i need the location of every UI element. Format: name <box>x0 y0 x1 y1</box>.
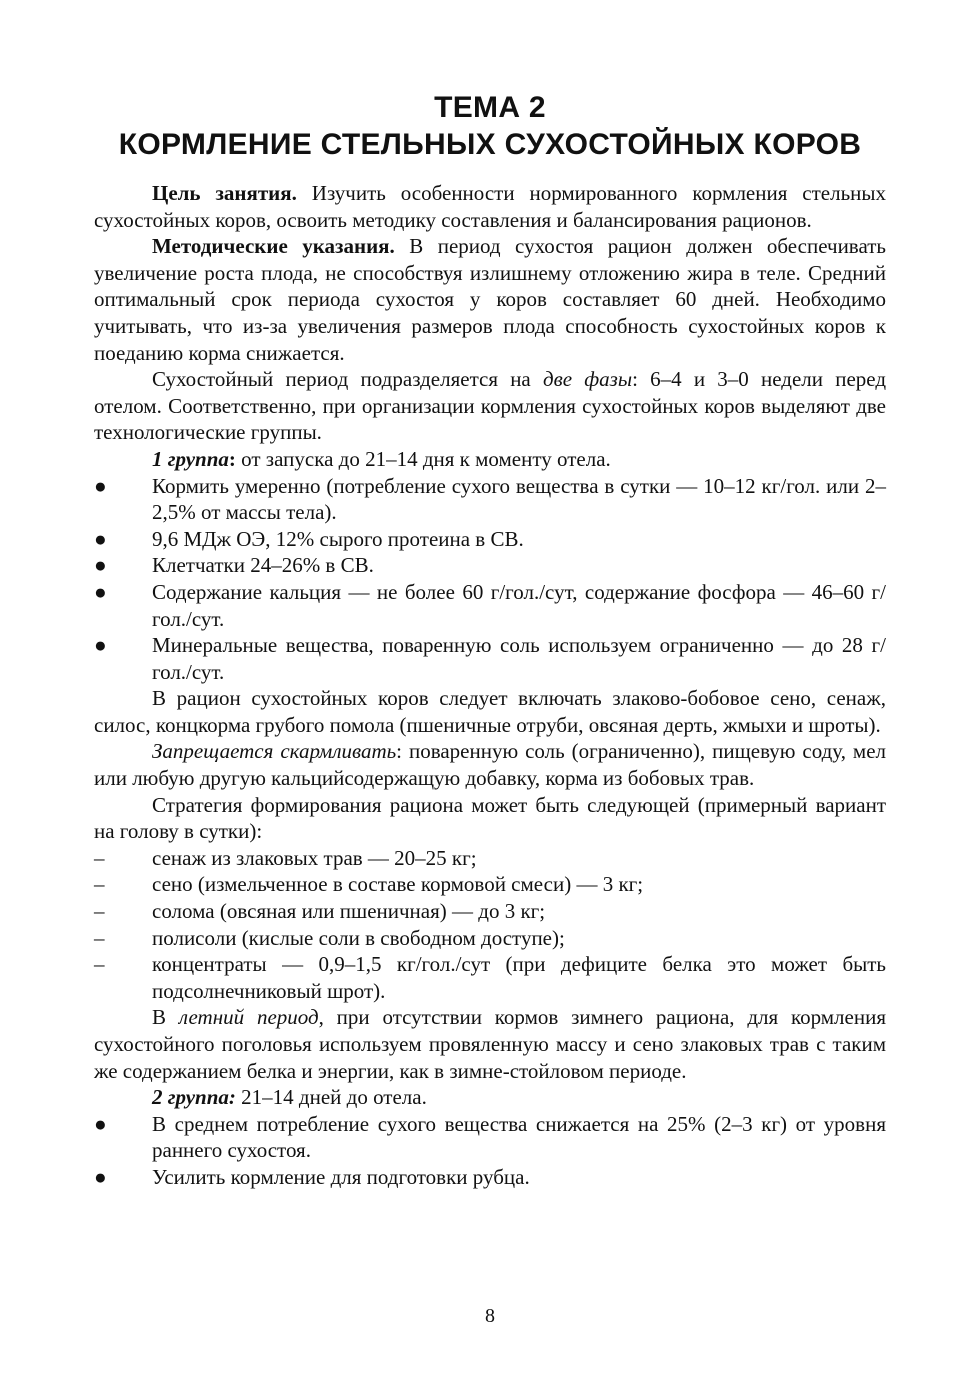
phases-emphasis: две фазы <box>542 367 633 392</box>
list-item-text: полисоли (кислые соли в свободном доступе); <box>152 925 565 950</box>
dash-marker: – <box>94 952 105 977</box>
phases-paragraph <box>94 366 886 446</box>
forbidden-label: Запрещается скармливать <box>152 739 397 764</box>
group1-label: 1 группа <box>152 446 229 471</box>
dash-marker: – <box>94 899 105 924</box>
include-paragraph: В рацион сухостойных коров следует включать злаково-бобовое сено, сенаж, силос, концкорма грубого помола (пшеничные отруби, овсяная дерть, жмыхи и шроты). <box>94 686 886 737</box>
dash-marker: – <box>94 872 105 897</box>
document-body <box>94 180 886 1191</box>
group2-text: 21–14 дней до отела. <box>235 1085 427 1110</box>
list-item-text: Клетчатки 24–26% в СВ. <box>152 553 374 578</box>
summer-emphasis: летний период <box>178 1005 319 1030</box>
list-item <box>94 579 886 632</box>
summer-paragraph <box>94 1004 886 1084</box>
group2-label: 2 группа: <box>152 1085 236 1110</box>
list-item-text: В среднем потребление сухого вещества снижается на 25% (2–3 кг) от уровня раннего сухостоя. <box>152 1111 886 1163</box>
method-paragraph <box>94 233 886 366</box>
goal-paragraph <box>94 180 886 233</box>
list-item <box>94 632 886 685</box>
list-item-text: сенаж из злаковых трав — 20–25 кг; <box>152 845 477 870</box>
list-item <box>94 845 886 872</box>
list-item <box>94 552 886 579</box>
bullet-marker: ● <box>94 579 107 604</box>
bullet-marker: ● <box>94 1111 107 1136</box>
bullet-marker: ● <box>94 526 107 551</box>
list-item <box>94 951 886 1004</box>
forbidden-paragraph <box>94 738 886 791</box>
list-item <box>94 1164 886 1191</box>
list-item-text: Содержание кальция — не более 60 г/гол./сут, содержание фосфора — 46–60 г/гол./сут. <box>152 579 886 631</box>
method-label: Методические указания. <box>152 234 395 259</box>
bullet-marker: ● <box>94 633 107 658</box>
list-item-text: сено (измельченное в составе кормовой смеси) — 3 кг; <box>152 872 644 897</box>
list-item-text: Усилить кормление для подготовки рубца. <box>152 1164 530 1189</box>
strategy-intro: Стратегия формирования рациона может быть следующей (примерный вариант на голову в сутки): <box>94 792 886 844</box>
phases-text-after: : 6–4 и 3–0 недели перед отелом. Соответственно, при организации кормления сухостойных коров выделяют две технологические группы. <box>94 367 886 445</box>
group1-colon: : <box>228 446 236 471</box>
list-item <box>94 526 886 553</box>
goal-label: Цель занятия. <box>152 181 297 205</box>
list-item-text: Кормить умеренно (потребление сухого вещества в сутки — 10–12 кг/гол. или 2–2,5% от массы тела). <box>152 473 886 525</box>
list-item-text: Минеральные вещества, поваренную соль используем ограниченно — до 28 г/гол./сут. <box>152 633 886 684</box>
bullet-marker: ● <box>94 473 107 498</box>
list-item <box>94 871 886 898</box>
group1-heading <box>94 446 886 473</box>
goal-text: Изучить особенности нормированного кормления стельных сухостойных коров, освоить методику составления и балансирования рационов. <box>94 181 887 232</box>
method-text: В период сухостоя рацион должен обеспечивать увеличение роста плода, не способствуя излишнему отложению жира в теле. Средний оптимальный срок периода сухостоя у коров составляет 60 дней. Необходимо учитывать, что из-за увеличения размеров плода способность сухостойных коров к поеданию корма снижается. <box>94 234 886 365</box>
list-item-text: концентраты — 0,9–1,5 кг/гол./сут (при дефиците белка это может быть подсолнечниковый шрот). <box>152 952 886 1003</box>
bullet-marker: ● <box>94 1164 107 1189</box>
list-item <box>94 898 886 925</box>
list-item <box>94 925 886 952</box>
summer-text-before: В <box>152 1005 179 1030</box>
bullet-marker: ● <box>94 553 107 578</box>
page-title: КОРМЛЕНИЕ СТЕЛЬНЫХ СУХОСТОЙНЫХ КОРОВ <box>118 128 862 161</box>
group2-heading <box>94 1084 886 1111</box>
dash-marker: – <box>94 925 105 950</box>
summer-text-after: , при отсутствии кормов зимнего рациона, для кормления сухостойного поголовья используем провяленную массу и сено злаковых трав с таким же содержанием белка и энергии, как в зимне-стойловом периоде. <box>94 1005 886 1083</box>
list-item <box>94 473 886 526</box>
list-item-text: 9,6 МДж ОЭ, 12% сырого протеина в СВ. <box>152 526 524 551</box>
forbidden-text: : поваренную соль (ограниченно), пищевую соду, мел или любую другую кальцийсодержащую добавку, корма из бобовых трав. <box>94 739 886 791</box>
list-item <box>94 1111 886 1164</box>
dash-marker: – <box>94 845 105 870</box>
list-item-text: солома (овсяная или пшеничная) — до 3 кг; <box>152 899 546 924</box>
group1-text: от запуска до 21–14 дня к моменту отела. <box>235 446 611 471</box>
phases-text-before: Сухостойный период подразделяется на <box>152 367 543 392</box>
topic-heading: ТЕМА 2 <box>434 91 546 124</box>
page-number: 8 <box>485 1305 495 1327</box>
